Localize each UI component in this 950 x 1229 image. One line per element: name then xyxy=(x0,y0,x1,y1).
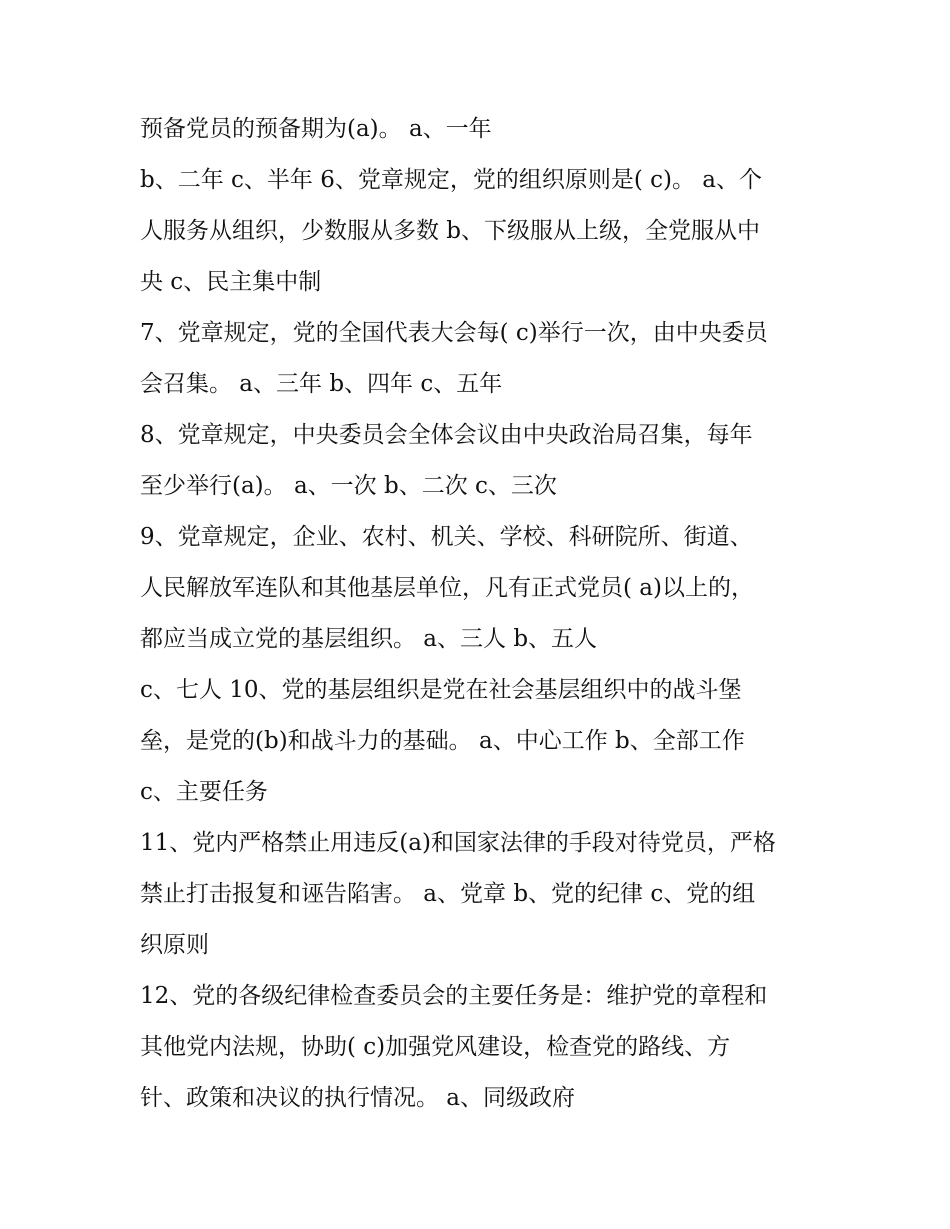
text-line: 会召集。 a、三年 b、四年 c、五年 xyxy=(140,371,503,397)
text-line: 针、政策和决议的执行情况。 a、同级政府 xyxy=(140,1085,576,1111)
text-line: 其他党内法规，协助( c)加强党风建设，检查党的路线、方 xyxy=(140,1034,731,1060)
text-line: 7、党章规定，党的全国代表大会每( c)举行一次，由中央委员 xyxy=(140,320,768,346)
text-line: b、二年 c、半年 6、党章规定，党的组织原则是( c)。 a、个 xyxy=(140,167,763,193)
text-line: 9、党章规定，企业、农村、机关、学校、科研院所、街道、 xyxy=(140,524,753,550)
text-line: 11、党内严格禁止用违反(a)和国家法律的手段对待党员，严格 xyxy=(140,830,776,856)
text-line: 都应当成立党的基层组织。 a、三人 b、五人 xyxy=(140,626,598,652)
text-line: 人民解放军连队和其他基层单位，凡有正式党员( a)以上的， xyxy=(140,575,754,601)
text-line: c、七人 10、党的基层组织是党在社会基层组织中的战斗堡 xyxy=(140,677,742,703)
text-line: 12、党的各级纪律检查委员会的主要任务是：维护党的章程和 xyxy=(140,983,768,1009)
text-line: 至少举行(a)。 a、一次 b、二次 c、三次 xyxy=(140,473,557,499)
text-line: c、主要任务 xyxy=(140,779,268,805)
text-line: 织原则 xyxy=(140,932,209,958)
text-line: 禁止打击报复和诬告陷害。 a、党章 b、党的纪律 c、党的组 xyxy=(140,881,756,907)
text-line: 人服务从组织，少数服从多数 b、下级服从上级，全党服从中 xyxy=(140,218,761,244)
text-line: 垒，是党的(b)和战斗力的基础。 a、中心工作 b、全部工作 xyxy=(140,728,745,754)
text-line: 预备党员的预备期为(a)。 a、一年 xyxy=(140,116,492,142)
text-line: 央 c、民主集中制 xyxy=(140,269,322,295)
text-line: 8、党章规定，中央委员会全体会议由中央政治局召集，每年 xyxy=(140,422,753,448)
